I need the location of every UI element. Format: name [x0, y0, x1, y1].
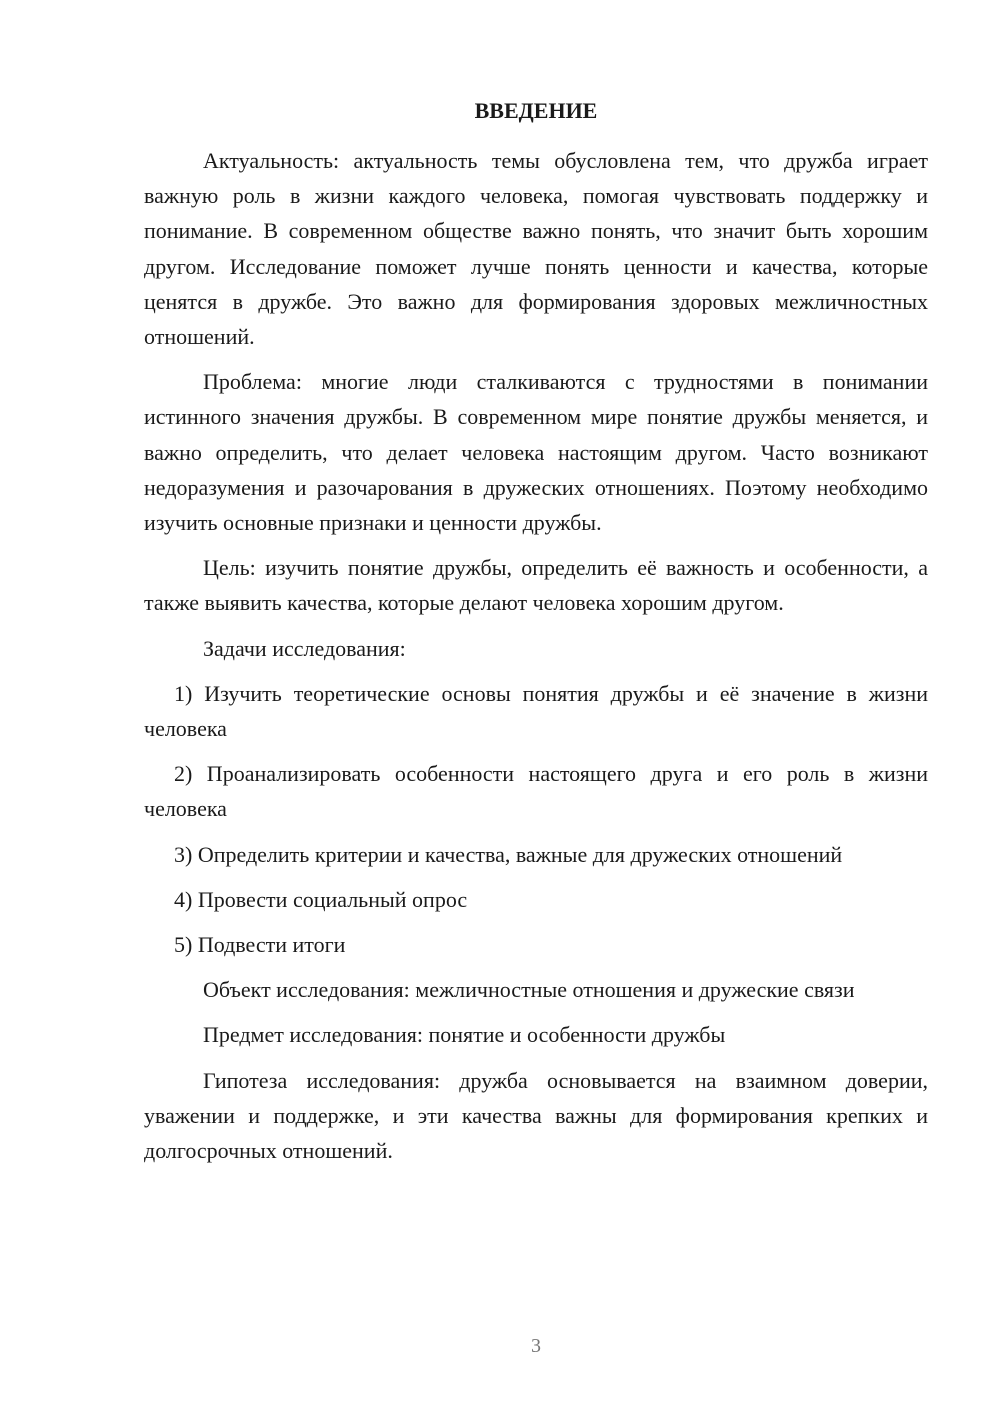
tasks-heading: Задачи исследования:	[203, 635, 406, 661]
document-body	[144, 143, 928, 1178]
object-paragraph: Объект исследования: межличностные отношения и дружеские связи	[203, 977, 855, 1003]
task-item: 5) Подвести итоги	[174, 932, 346, 958]
section-title: ВВЕДЕНИЕ	[474, 98, 598, 123]
problem-paragraph: Проблема: многие люди сталкиваются с трудностями в понимании истинного значения дружбы. В современном мире понятие дружбы меняется, и важно определить, что делает человека настоящим другом. Часто возникают недоразумения и разочарования в дружеских отношениях. Поэтому необходимо изучить основные признаки и ценности дружбы.	[144, 369, 928, 536]
hypothesis-paragraph: Гипотеза исследования: дружба основывается на взаимном доверии, уважении и поддержке, и эти качества важны для формирования крепких и долгосрочных отношений.	[144, 1067, 928, 1164]
task-item: 1) Изучить теоретические основы понятия дружбы и её значение в жизни человека	[144, 680, 928, 742]
task-item: 2) Проанализировать особенности настоящего друга и его роль в жизни человека	[144, 761, 928, 822]
task-item: 4) Провести социальный опрос	[174, 886, 468, 912]
relevance-paragraph: Актуальность: актуальность темы обусловлена тем, что дружба играет важную роль в жизни каждого человека, помогая чувствовать поддержку и понимание. В современном обществе важно понять, что значит быть хорошим другом. Исследование поможет лучше понять ценности и качества, которые ценятся в дружбе. Это важно для формирования здоровых межличностных отношений.	[144, 148, 928, 350]
task-item: 3) Определить критерии и качества, важные для дружеских отношений	[174, 841, 843, 867]
subject-paragraph: Предмет исследования: понятие и особенности дружбы	[203, 1022, 726, 1048]
page-number: 3	[531, 1335, 541, 1357]
goal-paragraph: Цель: изучить понятие дружбы, определить её важность и особенности, а также выявить качества, которые делают человека хорошим другом.	[144, 555, 928, 616]
document-page	[144, 0, 928, 1414]
